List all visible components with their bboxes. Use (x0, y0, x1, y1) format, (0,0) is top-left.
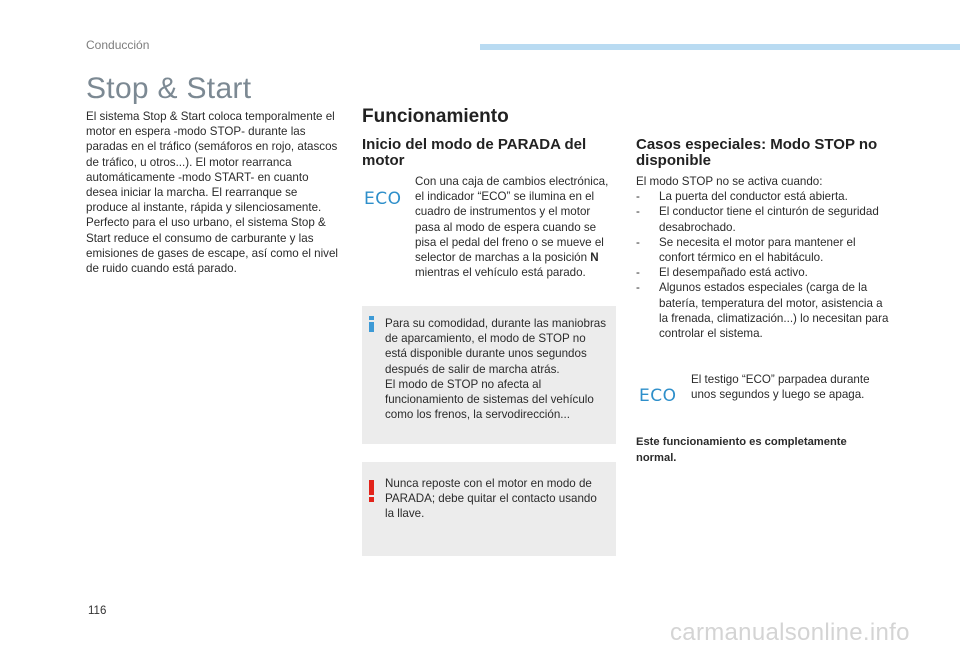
warning-note (362, 462, 616, 556)
stop-mode-heading: Inicio del modo de PARADA del motor (362, 136, 587, 169)
eco-indicator-icon: ECO (639, 386, 677, 406)
intro-paragraph-1: El sistema Stop & Start coloca temporalmente el motor en espera -modo STOP- durante las paradas en el tráfico (semáforos en rojo, atascos de tráfico, u otros...). El motor rearranca automáticamente -modo START- en cuanto desea iniciar la marcha. El rearranque se produce al instante, rápida y silenciosamente. (86, 110, 338, 215)
info-note-paragraph-1: Para su comodidad, durante las maniobras de aparcamiento, el modo de STOP no está disponible durante unos segundos después de salir de marcha atrás. (385, 317, 607, 376)
stop-mode-text (415, 174, 615, 280)
header-accent-bar (480, 44, 960, 50)
gear-position-n: N (590, 251, 599, 265)
list-item: - El conductor tiene el cinturón de seguridad desabrochado. (636, 204, 892, 234)
special-cases-lead: El modo STOP no se activa cuando: (636, 175, 823, 188)
list-item: - El desempañado está activo. (636, 265, 892, 280)
info-note-paragraph-2: El modo de STOP no afecta al funcionamiento de sistemas del vehículo como los frenos, la servodirección... (385, 377, 594, 422)
info-note-text (385, 316, 607, 422)
stop-mode-text-part: Con una caja de cambios electrónica, el indicador “ECO” se ilumina en el cuadro de instrumentos y el motor pasa al modo de espera cuando se pisa el pedal del freno o se mueve el selector de marchas a la posición (415, 175, 609, 265)
info-note (362, 306, 616, 444)
page-title: Stop & Start (86, 72, 252, 105)
page-number: 116 (88, 605, 107, 617)
funcionamiento-heading: Funcionamiento (362, 106, 509, 127)
intro-paragraph-2: Perfecto para el uso urbano, el sistema Stop & Start reduce el consumo de carburante y las emisiones de gases de escape, así como el nivel de ruido cuando está parado. (86, 216, 338, 276)
section-label: Conducción (86, 38, 150, 52)
stop-mode-text-end: mientras el vehículo está parado. (415, 266, 586, 280)
eco-indicator-icon: ECO (364, 189, 402, 209)
closing-note: Este funcionamiento es completamente normal. (636, 436, 847, 464)
list-item: - La puerta del conductor está abierta. (636, 189, 892, 204)
special-cases-body (636, 174, 892, 341)
list-item: - Se necesita el motor para mantener el confort térmico en el habitáculo. (636, 235, 892, 265)
eco-blink-text: El testigo “ECO” parpadea durante unos segundos y luego se apaga. (691, 373, 870, 402)
intro-text (86, 109, 338, 276)
special-cases-list (636, 189, 892, 341)
info-icon (369, 316, 374, 332)
warning-note-text: Nunca reposte con el motor en modo de PARADA; debe quitar el contacto usando la llave. (385, 477, 597, 521)
list-item: - Algunos estados especiales (carga de la batería, temperatura del motor, asistencia a la frenada, climatización...) lo necesitan para controlar el sistema. (636, 280, 892, 341)
special-cases-heading: Casos especiales: Modo STOP no disponible (636, 136, 878, 169)
warning-icon (369, 480, 374, 502)
watermark: carmanualsonline.info (670, 619, 910, 646)
